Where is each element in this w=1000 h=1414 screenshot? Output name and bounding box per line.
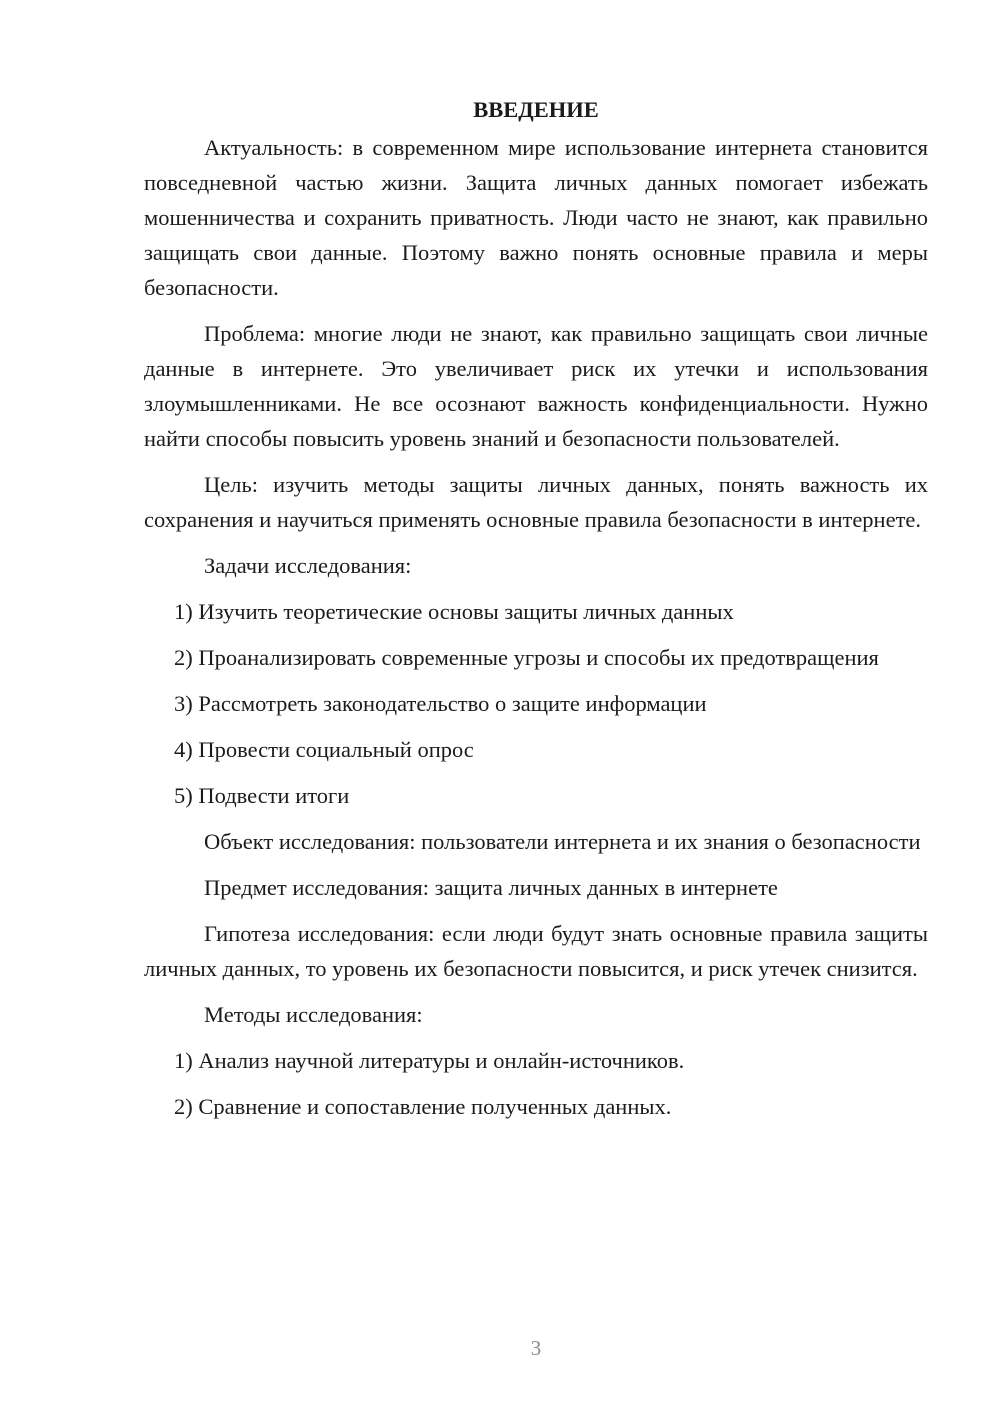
research-object: Объект исследования: пользователи интернета и их знания о безопасности: [204, 829, 921, 854]
research-subject: Предмет исследования: защита личных данных в интернете: [204, 875, 778, 900]
task-item: 2) Проанализировать современные угрозы и способы их предотвращения: [174, 645, 879, 670]
method-item: 1) Анализ научной литературы и онлайн-источников.: [174, 1048, 685, 1073]
methods-heading: Методы исследования:: [204, 1002, 423, 1027]
paragraph-goal: Цель: изучить методы защиты личных данных, понять важность их сохранения и научиться применять основные правила безопасности в интернете.: [144, 472, 928, 532]
page-content: [144, 92, 928, 1135]
task-item: 5) Подвести итоги: [174, 783, 350, 808]
paragraph-problem: Проблема: многие люди не знают, как правильно защищать свои личные данные в интернете. Это увеличивает риск их утечки и использования злоумышленниками. Не все осознают важность конфиденциальности. Нужно найти способы повысить уровень знаний и безопасности пользователей.: [144, 321, 928, 451]
task-item: 4) Провести социальный опрос: [174, 737, 474, 762]
method-item: 2) Сравнение и сопоставление полученных данных.: [174, 1094, 672, 1119]
section-title: ВВЕДЕНИЕ: [473, 97, 599, 122]
paragraph-relevance: Актуальность: в современном мире использование интернета становится повседневной частью жизни. Защита личных данных помогает избежать мошенничества и сохранить приватность. Люди часто не знают, как правильно защищать свои данные. Поэтому важно понять основные правила и меры безопасности.: [144, 135, 928, 300]
task-item: 1) Изучить теоретические основы защиты личных данных: [174, 599, 734, 624]
page-number: 3: [530, 1336, 542, 1360]
task-item: 3) Рассмотреть законодательство о защите информации: [174, 691, 707, 716]
research-hypothesis: Гипотеза исследования: если люди будут знать основные правила защиты личных данных, то уровень их безопасности повысится, и риск утечек снизится.: [144, 921, 928, 981]
tasks-heading: Задачи исследования:: [204, 553, 412, 578]
